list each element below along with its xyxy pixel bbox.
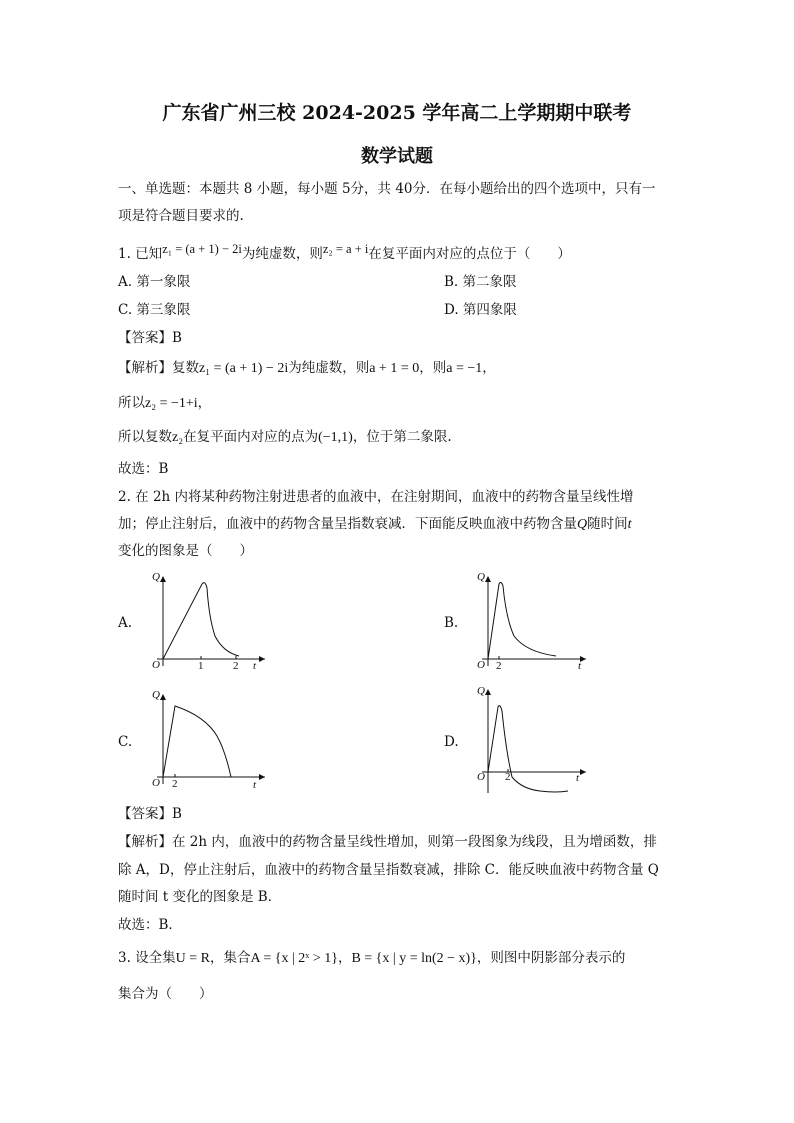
q2-stem-line-2 [118,515,632,534]
q1-analysis-eq1: a + 1 = 0 [369,361,420,376]
q2-stem-2a: 加；停止注射后，血液中的药物含量呈指数衰减．下面能反映血液中药物含量 [118,516,577,532]
q2-answer: 【答案】B [118,806,182,822]
q2-analysis-line-2: 除 A，D，停止注射后，血液中的药物含量呈指数衰减，排除 C．能反映血液中药物含量 Q [118,862,659,878]
q1-analysis-1e: ，则 [419,360,447,376]
q1-option-b: B. 第二象限 [444,274,517,290]
q1-choose: 故选：B [118,461,169,477]
graph-c-label: C. [118,734,133,750]
graph-d-y-label: Q [477,685,485,697]
q1-analysis-1a: 复数 [172,360,199,376]
q2-choose: 故选：B． [118,917,182,933]
q2-analysis-line-1: 【解析】在 2h 内，血液中的药物含量呈线性增加，则第一段图象为线段，且为增函数，排 [118,834,657,850]
graph-d-y-arrow [485,689,491,695]
q2-stem-2b: 随时间 [587,516,628,532]
graph-d-label: D. [444,734,459,750]
q3-stem-line-2: 集合为（ ） [118,986,213,1002]
graph-d-origin: O [477,771,485,783]
q1-analysis-2c: ， [197,395,212,411]
graph-a-tick-label-1: 1 [198,660,204,670]
q3-stem-d: ，则图中阴影部分表示的 [476,950,626,966]
graph-d-x-label: t [576,772,580,784]
graph-d-x-arrow [580,769,586,775]
q1-z1-expression: z₁ = (a + 1) − 2i [162,242,242,256]
q1-analysis-line-1 [118,359,496,378]
graph-c-y-arrow [160,694,166,700]
q3-stem-c: ， [337,950,352,966]
q1-stem [118,242,571,263]
q2-stem-line-3: 变化的图象是（ ） [118,543,253,559]
q1-analysis-z2-symbol: z₂ [172,430,184,445]
q1-analysis-point: (−1,1) [318,430,353,445]
q1-option-d: D. 第四象限 [444,302,517,318]
graph-a-y-arrow [160,576,166,582]
q1-analysis-z2: z₂ = −1+i [145,396,198,411]
graph-a [145,568,270,670]
q1-analysis-1g: ， [482,360,496,376]
graph-d-curve [488,706,568,792]
q1-analysis-3a: 所以复数 [118,429,172,445]
graph-a-label: A. [118,615,133,631]
graph-c-y-label: Q [152,689,160,701]
page-subtitle: 数学试题 [361,146,433,167]
q1-option-a: A. 第一象限 [118,274,191,290]
graph-b-tick-label: 2 [496,660,502,670]
graph-b-label: B. [444,615,459,631]
q1-analysis-line-2 [118,394,211,413]
q2-stem-q: Q [577,517,588,532]
q1-analysis-3e: ，位于第二象限. [352,429,452,445]
graph-c-origin: O [152,777,160,789]
q1-analysis-eq2: a = −1 [446,361,483,376]
q3-stem-b: ，集合 [210,950,251,966]
graph-b-origin: O [477,659,485,670]
graph-b [470,568,595,670]
graph-b-curve [488,582,556,659]
graph-a-x-arrow [259,656,265,662]
q2-stem-t: t [627,517,632,532]
q2-analysis-line-3: 随时间 t 变化的图象是 B． [118,889,282,905]
q1-stem-b: 为纯虚数，则 [241,246,323,262]
analysis-tag: 【解析】 [118,360,172,376]
graph-c-x-arrow [259,774,265,780]
graph-a-curve [163,583,239,659]
q3-stem-line-1 [118,949,625,968]
graph-c [145,686,270,790]
q1-stem-c: 在复平面内对应的点位于（ ） [368,246,571,262]
q1-number: 1. [118,246,131,262]
graph-d-tick-label: 2 [505,771,511,783]
page-title: 广东省广州三校 2024-2025 学年高二上学期期中联考 [162,102,632,124]
q3-b-expression: B = {x | y = ln(2 − x)} [351,951,477,966]
q1-answer: 【答案】B [118,330,182,346]
graph-c-tick-label: 2 [172,778,178,790]
q1-z2-expression: z₂ = a + i [322,242,369,256]
graph-d [470,681,595,797]
graph-a-origin: O [152,659,160,670]
graph-b-x-label: t [578,660,582,670]
section-heading-line-1: 一、单选题：本题共 8 小题，每小题 5分，共 40分．在每小题给出的四个选项中，只有一 [118,181,656,197]
graph-a-y-label: Q [152,571,160,583]
q1-stem-a: 已知 [135,246,163,262]
graph-a-tick-label-2: 2 [233,660,239,670]
graph-a-x-label: t [253,660,257,670]
q3-a-expression: A = {x | 2ˣ > 1} [250,951,338,966]
q1-analysis-line-3 [118,428,452,447]
q1-analysis-2a: 所以 [118,395,145,411]
graph-c-x-label: t [253,779,257,790]
q1-analysis-3c: 在复平面内对应的点为 [183,429,319,445]
q1-analysis-z1: z₁ = (a + 1) − 2i [199,361,289,376]
q3-stem-a: 3. 设全集 [118,950,176,966]
section-heading-line-2: 项是符合题目要求的. [118,208,244,224]
q2-stem-line-1: 2. 在 2h 内将某种药物注射进患者的血液中，在注射期间，血液中的药物含量呈线性增 [118,489,634,505]
graph-b-y-arrow [485,576,491,582]
q1-option-c: C. 第三象限 [118,302,191,318]
q1-analysis-1c: 为纯虚数，则 [288,360,370,376]
graph-b-y-label: Q [477,571,485,583]
q3-u-expression: U = R [175,951,211,966]
graph-c-curve [163,706,231,777]
